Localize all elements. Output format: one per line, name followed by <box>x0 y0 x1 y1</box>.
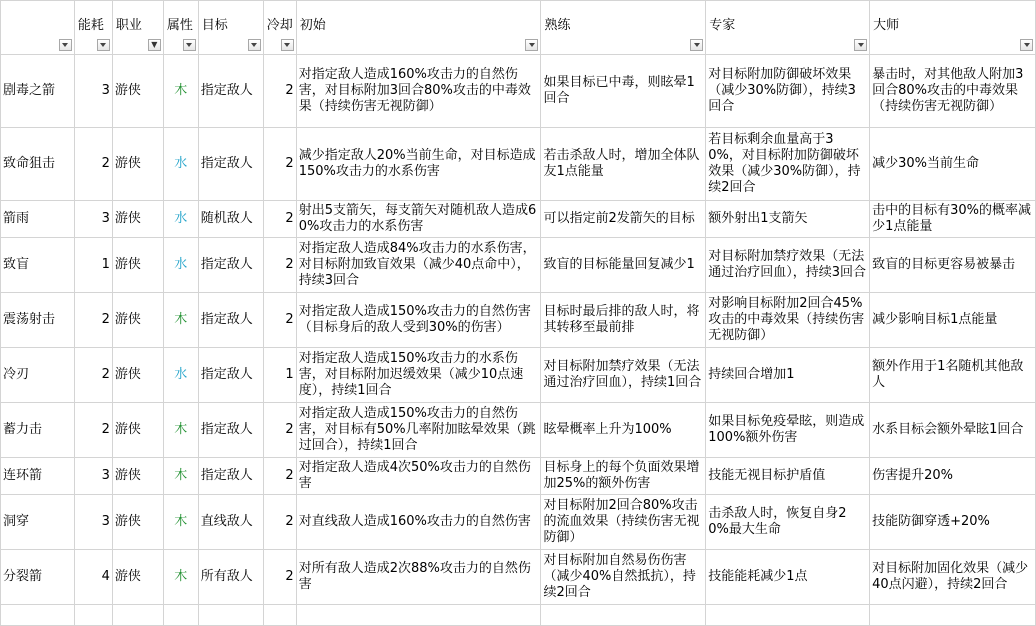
chevron-down-icon <box>529 43 535 47</box>
master-effect-cell[interactable]: 暴击时，对其他敌人附加3回合80%攻击的中毒效果（持续伤害无视防御） <box>870 55 1036 128</box>
filter-funnel-icon: ▼ <box>151 40 158 49</box>
skill-name-cell[interactable]: 箭雨 <box>1 201 75 238</box>
filter-dropdown-button[interactable] <box>1020 39 1033 51</box>
header-target <box>198 1 263 55</box>
header-skilled <box>541 1 706 55</box>
empty-cell[interactable] <box>706 605 870 626</box>
master-effect-cell[interactable]: 致盲的目标更容易被暴击 <box>870 238 1036 293</box>
skilled-effect-cell[interactable]: 对目标附加2回合80%攻击的流血效果（持续伤害无视防御） <box>541 495 706 550</box>
filter-dropdown-button[interactable] <box>525 39 538 51</box>
skilled-effect-cell[interactable]: 对目标附加禁疗效果（无法通过治疗回血），持续1回合 <box>541 348 706 403</box>
header-label: 属性 <box>166 18 193 33</box>
job-cell[interactable]: 游侠 <box>112 550 163 605</box>
chevron-down-icon <box>284 43 290 47</box>
filter-dropdown-button[interactable] <box>690 39 703 51</box>
cooldown-cell[interactable]: 2 <box>263 403 296 458</box>
job-cell[interactable]: 游侠 <box>112 348 163 403</box>
target-cell[interactable]: 指定敌人 <box>198 348 263 403</box>
cost-cell[interactable]: 1 <box>74 238 112 293</box>
header-expert <box>706 1 870 55</box>
initial-effect-cell[interactable]: 对指定敌人造成150%攻击力的自然伤害（目标身后的敌人受到30%的伤害） <box>296 293 541 348</box>
master-effect-cell[interactable]: 减少30%当前生命 <box>870 128 1036 201</box>
header-attr <box>163 1 198 55</box>
master-effect-cell[interactable]: 伤害提升20% <box>870 458 1036 495</box>
empty-cell[interactable] <box>263 605 296 626</box>
table-row[interactable] <box>1 55 1036 128</box>
cost-cell[interactable]: 2 <box>74 403 112 458</box>
header-label: 目标 <box>201 18 228 33</box>
job-cell[interactable]: 游侠 <box>112 55 163 128</box>
target-cell[interactable]: 指定敌人 <box>198 458 263 495</box>
cooldown-cell[interactable]: 2 <box>263 550 296 605</box>
skill-name-cell[interactable]: 分裂箭 <box>1 550 75 605</box>
filter-dropdown-button[interactable] <box>854 39 867 51</box>
table-row[interactable] <box>1 293 1036 348</box>
empty-cell[interactable] <box>112 605 163 626</box>
expert-effect-cell[interactable]: 持续回合增加1 <box>706 348 870 403</box>
target-cell[interactable]: 指定敌人 <box>198 238 263 293</box>
empty-row[interactable] <box>1 605 1036 626</box>
header-label: 初始 <box>299 18 326 33</box>
expert-effect-cell[interactable]: 击杀敌人时，恢复自身20%最大生命 <box>706 495 870 550</box>
table-row[interactable] <box>1 128 1036 201</box>
expert-effect-cell[interactable]: 若目标剩余血量高于30%，对目标附加防御破坏效果（减少30%防御），持续2回合 <box>706 128 870 201</box>
header-label: 能耗 <box>77 18 104 33</box>
header-label: 大师 <box>873 18 900 33</box>
cost-cell[interactable]: 3 <box>74 201 112 238</box>
expert-effect-cell[interactable]: 对目标附加防御破坏效果（减少30%防御），持续3回合 <box>706 55 870 128</box>
skill-name-cell[interactable]: 剧毒之箭 <box>1 55 75 128</box>
master-effect-cell[interactable]: 击中的目标有30%的概率减少1点能量 <box>870 201 1036 238</box>
cooldown-cell[interactable]: 2 <box>263 201 296 238</box>
skilled-effect-cell[interactable]: 如果目标已中毒，则眩晕1回合 <box>541 55 706 128</box>
table-row[interactable] <box>1 238 1036 293</box>
header-cost <box>74 1 112 55</box>
filter-dropdown-button[interactable] <box>59 39 72 51</box>
job-cell[interactable]: 游侠 <box>112 458 163 495</box>
chevron-down-icon <box>251 43 257 47</box>
skill-name-cell[interactable]: 致盲 <box>1 238 75 293</box>
header-label: 冷却 <box>266 18 293 33</box>
filter-dropdown-button[interactable] <box>281 39 294 51</box>
filter-active-button[interactable] <box>148 39 161 51</box>
attribute-cell[interactable]: 水 <box>163 348 198 403</box>
table-row[interactable] <box>1 201 1036 238</box>
skilled-effect-cell[interactable]: 眩晕概率上升为100% <box>541 403 706 458</box>
empty-cell[interactable] <box>870 605 1036 626</box>
expert-effect-cell[interactable]: 如果目标免疫晕眩，则造成100%额外伤害 <box>706 403 870 458</box>
header-label: 熟练 <box>544 18 571 33</box>
initial-effect-cell[interactable]: 减少指定敌人20%当前生命，对目标造成150%攻击力的水系伤害 <box>296 128 541 201</box>
skill-name-cell[interactable]: 震荡射击 <box>1 293 75 348</box>
header-master <box>870 1 1036 55</box>
filter-dropdown-button[interactable] <box>97 39 110 51</box>
cost-cell[interactable]: 2 <box>74 128 112 201</box>
header-cooldown <box>263 1 296 55</box>
header-row <box>1 1 1036 55</box>
initial-effect-cell[interactable]: 射出5支箭矢，每支箭矢对随机敌人造成60%攻击力的水系伤害 <box>296 201 541 238</box>
job-cell[interactable]: 游侠 <box>112 201 163 238</box>
target-cell[interactable]: 指定敌人 <box>198 55 263 128</box>
cooldown-cell[interactable]: 2 <box>263 55 296 128</box>
attribute-cell[interactable]: 水 <box>163 128 198 201</box>
initial-effect-cell[interactable]: 对指定敌人造成150%攻击力的水系伤害，对目标附加迟缓效果（减少10点速度），持续1回合 <box>296 348 541 403</box>
cooldown-cell[interactable]: 2 <box>263 128 296 201</box>
attribute-cell[interactable]: 木 <box>163 495 198 550</box>
chevron-down-icon <box>186 43 192 47</box>
cooldown-cell[interactable]: 2 <box>263 495 296 550</box>
attribute-cell[interactable]: 木 <box>163 550 198 605</box>
skill-name-cell[interactable]: 致命狙击 <box>1 128 75 201</box>
table-row[interactable] <box>1 348 1036 403</box>
skill-name-cell[interactable]: 洞穿 <box>1 495 75 550</box>
cost-cell[interactable]: 3 <box>74 55 112 128</box>
target-cell[interactable]: 直线敌人 <box>198 495 263 550</box>
initial-effect-cell[interactable]: 对所有敌人造成2次88%攻击力的自然伤害 <box>296 550 541 605</box>
initial-effect-cell[interactable]: 对指定敌人造成150%攻击力的自然伤害，对目标有50%几率附加眩晕效果（跳过回合），持续1回合 <box>296 403 541 458</box>
initial-effect-cell[interactable]: 对指定敌人造成84%攻击力的水系伤害，对目标附加致盲效果（减少40点命中），持续3回合 <box>296 238 541 293</box>
job-cell[interactable]: 游侠 <box>112 238 163 293</box>
expert-effect-cell[interactable]: 技能能耗减少1点 <box>706 550 870 605</box>
initial-effect-cell[interactable]: 对指定敌人造成160%攻击力的自然伤害，对目标附加3回合80%攻击的中毒效果（持续伤害无视防御） <box>296 55 541 128</box>
header-label: 专家 <box>709 18 736 33</box>
cooldown-cell[interactable]: 2 <box>263 458 296 495</box>
target-cell[interactable]: 指定敌人 <box>198 403 263 458</box>
empty-cell[interactable] <box>198 605 263 626</box>
table-row[interactable] <box>1 458 1036 495</box>
empty-cell[interactable] <box>296 605 541 626</box>
skill-name-cell[interactable]: 冷刃 <box>1 348 75 403</box>
expert-effect-cell[interactable]: 对目标附加禁疗效果（无法通过治疗回血），持续3回合 <box>706 238 870 293</box>
skilled-effect-cell[interactable]: 目标身上的每个负面效果增加25%的额外伤害 <box>541 458 706 495</box>
cost-cell[interactable]: 2 <box>74 293 112 348</box>
master-effect-cell[interactable]: 额外作用于1名随机其他敌人 <box>870 348 1036 403</box>
table-row[interactable] <box>1 550 1036 605</box>
skilled-effect-cell[interactable]: 致盲的目标能量回复减少1 <box>541 238 706 293</box>
filter-dropdown-button[interactable] <box>183 39 196 51</box>
header-initial <box>296 1 541 55</box>
expert-effect-cell[interactable]: 额外射出1支箭矢 <box>706 201 870 238</box>
attribute-cell[interactable]: 木 <box>163 458 198 495</box>
filter-dropdown-button[interactable] <box>248 39 261 51</box>
chevron-down-icon <box>62 43 68 47</box>
job-cell[interactable]: 游侠 <box>112 403 163 458</box>
cost-cell[interactable]: 4 <box>74 550 112 605</box>
header-label: 职业 <box>115 18 142 33</box>
empty-cell[interactable] <box>163 605 198 626</box>
cost-cell[interactable]: 2 <box>74 348 112 403</box>
table-row[interactable] <box>1 495 1036 550</box>
master-effect-cell[interactable]: 水系目标会额外晕眩1回合 <box>870 403 1036 458</box>
chevron-down-icon <box>694 43 700 47</box>
cooldown-cell[interactable]: 1 <box>263 348 296 403</box>
cooldown-cell[interactable]: 2 <box>263 293 296 348</box>
target-cell[interactable]: 指定敌人 <box>198 128 263 201</box>
skilled-effect-cell[interactable]: 目标时最后排的敌人时，将其转移至最前排 <box>541 293 706 348</box>
target-cell[interactable]: 随机敌人 <box>198 201 263 238</box>
chevron-down-icon <box>1024 43 1030 47</box>
expert-effect-cell[interactable]: 对影响目标附加2回合45%攻击的中毒效果（持续伤害无视防御） <box>706 293 870 348</box>
master-effect-cell[interactable]: 技能防御穿透+20% <box>870 495 1036 550</box>
attribute-cell[interactable]: 水 <box>163 201 198 238</box>
master-effect-cell[interactable]: 对目标附加固化效果（减少40点闪避），持续2回合 <box>870 550 1036 605</box>
skilled-effect-cell[interactable]: 若击杀敌人时，增加全体队友1点能量 <box>541 128 706 201</box>
expert-effect-cell[interactable]: 技能无视目标护盾值 <box>706 458 870 495</box>
cost-cell[interactable]: 3 <box>74 495 112 550</box>
attribute-cell[interactable]: 水 <box>163 238 198 293</box>
empty-cell[interactable] <box>541 605 706 626</box>
initial-effect-cell[interactable]: 对指定敌人造成4次50%攻击力的自然伤害 <box>296 458 541 495</box>
skilled-effect-cell[interactable]: 对目标附加自然易伤伤害（减少40%自然抵抗），持续2回合 <box>541 550 706 605</box>
attribute-cell[interactable]: 木 <box>163 293 198 348</box>
empty-cell[interactable] <box>1 605 75 626</box>
header-job <box>112 1 163 55</box>
cooldown-cell[interactable]: 2 <box>263 238 296 293</box>
skill-name-cell[interactable]: 连环箭 <box>1 458 75 495</box>
job-cell[interactable]: 游侠 <box>112 128 163 201</box>
chevron-down-icon <box>100 43 106 47</box>
job-cell[interactable]: 游侠 <box>112 495 163 550</box>
target-cell[interactable]: 指定敌人 <box>198 293 263 348</box>
cost-cell[interactable]: 3 <box>74 458 112 495</box>
table-row[interactable] <box>1 403 1036 458</box>
skill-name-cell[interactable]: 蓄力击 <box>1 403 75 458</box>
chevron-down-icon <box>858 43 864 47</box>
skilled-effect-cell[interactable]: 可以指定前2发箭矢的目标 <box>541 201 706 238</box>
header-name <box>1 1 75 55</box>
attribute-cell[interactable]: 木 <box>163 55 198 128</box>
target-cell[interactable]: 所有敌人 <box>198 550 263 605</box>
attribute-cell[interactable]: 木 <box>163 403 198 458</box>
job-cell[interactable]: 游侠 <box>112 293 163 348</box>
empty-cell[interactable] <box>74 605 112 626</box>
master-effect-cell[interactable]: 减少影响目标1点能量 <box>870 293 1036 348</box>
initial-effect-cell[interactable]: 对直线敌人造成160%攻击力的自然伤害 <box>296 495 541 550</box>
